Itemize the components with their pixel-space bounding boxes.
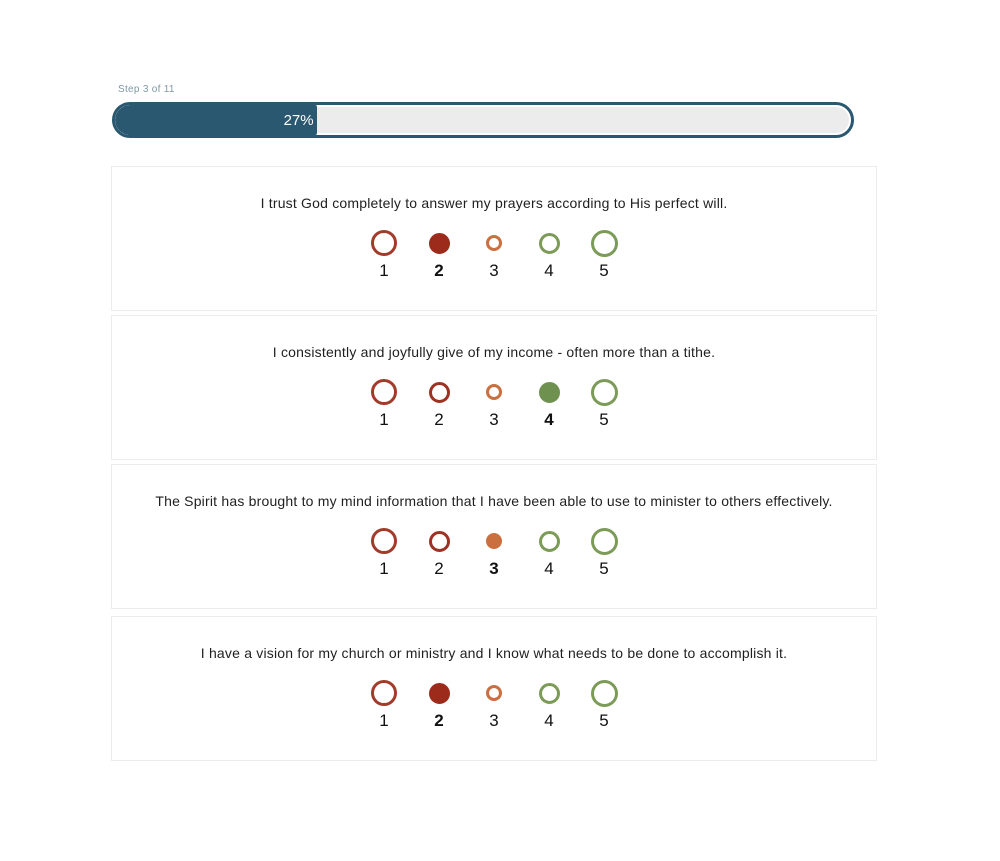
radio-wrap	[539, 228, 560, 258]
radio-wrap	[539, 678, 560, 708]
rating-option-4[interactable]	[522, 377, 577, 430]
rating-label: 5	[599, 261, 609, 280]
radio-circle[interactable]	[591, 230, 618, 257]
rating-option-3[interactable]	[467, 526, 522, 579]
rating-option-4[interactable]	[522, 228, 577, 281]
rating-label: 2	[434, 711, 444, 730]
radio-circle[interactable]	[371, 680, 397, 706]
rating-option-2[interactable]	[412, 526, 467, 579]
rating-label: 5	[599, 559, 609, 578]
radio-wrap	[539, 377, 560, 407]
radio-wrap	[486, 377, 502, 407]
question-text: I trust God completely to answer my prayers according to His perfect will.	[260, 195, 728, 211]
radio-circle[interactable]	[591, 528, 618, 555]
rating-label: 4	[544, 261, 554, 280]
radio-circle[interactable]	[371, 379, 397, 405]
radio-circle[interactable]	[486, 533, 502, 549]
radio-circle[interactable]	[539, 531, 560, 552]
radio-wrap	[591, 526, 618, 556]
rating-option-2[interactable]	[412, 228, 467, 281]
radio-wrap	[371, 526, 397, 556]
rating-label: 1	[379, 410, 389, 429]
radio-circle[interactable]	[486, 384, 502, 400]
question-text: The Spirit has brought to my mind information that I have been able to use to minister to others effectively.	[155, 493, 833, 509]
radio-circle[interactable]	[429, 683, 450, 704]
rating-scale	[122, 228, 866, 281]
radio-wrap	[429, 526, 450, 556]
radio-wrap	[429, 228, 450, 258]
progress-fill	[115, 105, 317, 135]
radio-wrap	[429, 678, 450, 708]
progress-track	[117, 107, 849, 133]
rating-option-4[interactable]	[522, 526, 577, 579]
rating-label: 3	[489, 559, 499, 578]
radio-circle[interactable]	[371, 528, 397, 554]
question-card	[111, 616, 877, 761]
radio-circle[interactable]	[591, 379, 618, 406]
question-list	[111, 166, 877, 765]
rating-label: 2	[434, 559, 444, 578]
radio-circle[interactable]	[539, 233, 560, 254]
rating-option-5[interactable]	[577, 377, 632, 430]
rating-label: 5	[599, 711, 609, 730]
progress-percent-label: 27%	[283, 111, 314, 129]
rating-option-1[interactable]	[357, 377, 412, 430]
radio-circle[interactable]	[371, 230, 397, 256]
rating-option-1[interactable]	[357, 526, 412, 579]
rating-option-4[interactable]	[522, 678, 577, 731]
radio-circle[interactable]	[486, 685, 502, 701]
radio-wrap	[486, 678, 502, 708]
rating-label: 4	[544, 559, 554, 578]
question-text: I consistently and joyfully give of my income - often more than a tithe.	[272, 344, 716, 360]
step-label: Step 3 of 11	[118, 84, 175, 95]
rating-label: 2	[434, 261, 444, 280]
rating-label: 4	[544, 711, 554, 730]
radio-wrap	[371, 377, 397, 407]
radio-wrap	[371, 228, 397, 258]
radio-wrap	[591, 228, 618, 258]
rating-option-1[interactable]	[357, 228, 412, 281]
radio-wrap	[539, 526, 560, 556]
rating-option-3[interactable]	[467, 377, 522, 430]
rating-label: 3	[489, 711, 499, 730]
question-card	[111, 166, 877, 311]
rating-label: 3	[489, 410, 499, 429]
rating-option-5[interactable]	[577, 228, 632, 281]
radio-wrap	[429, 377, 450, 407]
radio-wrap	[486, 228, 502, 258]
radio-wrap	[486, 526, 502, 556]
rating-label: 1	[379, 711, 389, 730]
rating-option-5[interactable]	[577, 526, 632, 579]
radio-wrap	[591, 678, 618, 708]
rating-scale	[122, 377, 866, 430]
rating-label: 5	[599, 410, 609, 429]
radio-circle[interactable]	[429, 233, 450, 254]
radio-circle[interactable]	[429, 531, 450, 552]
rating-scale	[122, 678, 866, 731]
rating-label: 2	[434, 410, 444, 429]
rating-option-3[interactable]	[467, 228, 522, 281]
radio-circle[interactable]	[539, 382, 560, 403]
rating-label: 4	[544, 410, 554, 429]
question-card	[111, 464, 877, 609]
progress-section	[112, 84, 854, 138]
question-card	[111, 315, 877, 460]
radio-wrap	[371, 678, 397, 708]
rating-label: 3	[489, 261, 499, 280]
rating-label: 1	[379, 559, 389, 578]
rating-option-3[interactable]	[467, 678, 522, 731]
radio-circle[interactable]	[429, 382, 450, 403]
rating-option-1[interactable]	[357, 678, 412, 731]
radio-circle[interactable]	[486, 235, 502, 251]
rating-option-2[interactable]	[412, 678, 467, 731]
rating-scale	[122, 526, 866, 579]
radio-circle[interactable]	[591, 680, 618, 707]
question-text: I have a vision for my church or ministry and I know what needs to be done to accomplish it.	[200, 645, 788, 661]
rating-label: 1	[379, 261, 389, 280]
rating-option-2[interactable]	[412, 377, 467, 430]
rating-option-5[interactable]	[577, 678, 632, 731]
radio-circle[interactable]	[539, 683, 560, 704]
radio-wrap	[591, 377, 618, 407]
progress-bar	[112, 102, 854, 138]
